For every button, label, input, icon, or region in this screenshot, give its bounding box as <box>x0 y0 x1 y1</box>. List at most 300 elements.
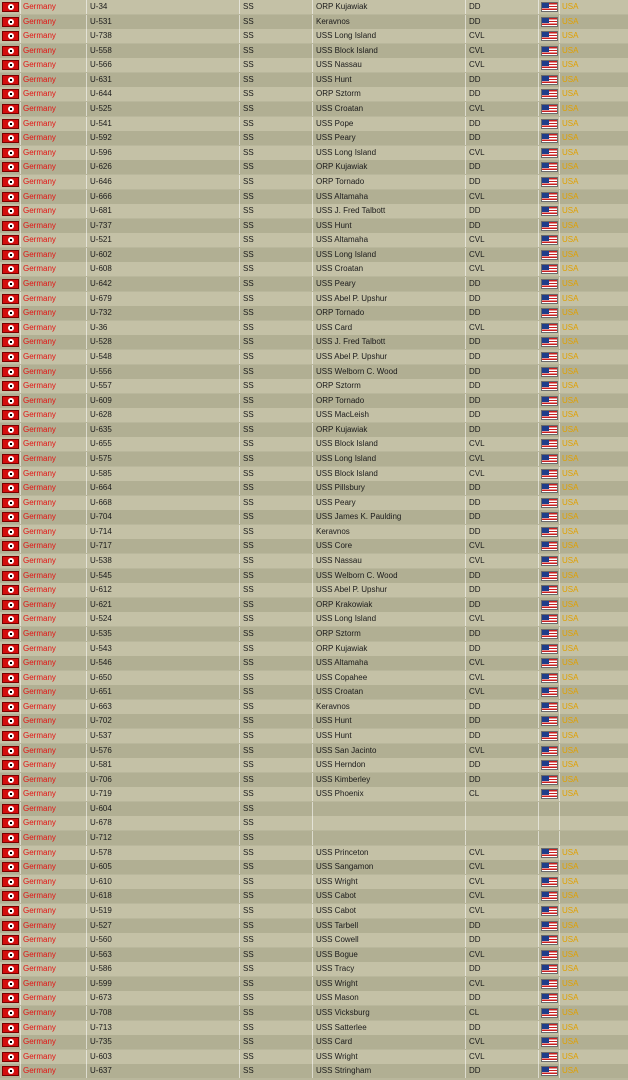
table-row[interactable] <box>0 1064 628 1078</box>
attacker-unit-type: SS <box>240 962 313 976</box>
attacker-nation: Germany <box>21 1035 87 1049</box>
table-row[interactable] <box>0 904 628 918</box>
attacker-flag-cell <box>0 802 21 816</box>
attacker-unit-type: SS <box>240 583 313 597</box>
table-row[interactable] <box>0 44 628 58</box>
attacker-nation: Germany <box>21 525 87 539</box>
table-row[interactable] <box>0 919 628 933</box>
usa-flag-icon <box>541 935 558 945</box>
target-flag-cell <box>539 131 560 145</box>
table-row[interactable] <box>0 1021 628 1035</box>
table-row[interactable] <box>0 437 628 451</box>
usa-flag-icon <box>541 89 558 99</box>
table-row[interactable] <box>0 583 628 597</box>
germany-flag-icon <box>2 235 19 245</box>
attacker-unit-name: U-596 <box>87 146 240 160</box>
attacker-nation: Germany <box>21 831 87 845</box>
target-flag-cell <box>539 729 560 743</box>
table-row[interactable] <box>0 496 628 510</box>
table-row[interactable] <box>0 1006 628 1020</box>
table-row[interactable] <box>0 846 628 860</box>
table-row[interactable] <box>0 889 628 903</box>
usa-flag-icon <box>541 1008 558 1018</box>
target-ship-type: DD <box>466 350 539 364</box>
target-flag-cell <box>539 423 560 437</box>
usa-flag-icon <box>541 891 558 901</box>
table-row[interactable] <box>0 262 628 276</box>
usa-flag-icon <box>541 119 558 129</box>
attacker-flag-cell <box>0 321 21 335</box>
germany-flag-icon <box>2 294 19 304</box>
table-row[interactable] <box>0 700 628 714</box>
target-flag-cell <box>539 190 560 204</box>
attacker-flag-cell <box>0 73 21 87</box>
target-ship-name: USS Cabot <box>313 889 466 903</box>
table-row[interactable] <box>0 146 628 160</box>
usa-flag-icon <box>541 162 558 172</box>
attacker-unit-type: SS <box>240 991 313 1005</box>
table-row[interactable] <box>0 408 628 422</box>
target-ship-name: USS Peary <box>313 277 466 291</box>
attacker-flag-cell <box>0 758 21 772</box>
table-row[interactable] <box>0 510 628 524</box>
table-row[interactable] <box>0 160 628 174</box>
target-ship-name: USS Hunt <box>313 714 466 728</box>
target-ship-type: DD <box>466 525 539 539</box>
germany-flag-icon <box>2 221 19 231</box>
target-ship-name: USS Princeton <box>313 846 466 860</box>
germany-flag-icon <box>2 848 19 858</box>
target-ship-name: ORP Kujawiak <box>313 160 466 174</box>
attacker-flag-cell <box>0 437 21 451</box>
attacker-flag-cell <box>0 627 21 641</box>
target-ship-name: USS Long Island <box>313 248 466 262</box>
target-flag-cell <box>539 219 560 233</box>
attacker-unit-name: U-651 <box>87 685 240 699</box>
attacker-unit-type: SS <box>240 437 313 451</box>
table-row[interactable] <box>0 991 628 1005</box>
table-row[interactable] <box>0 962 628 976</box>
target-ship-type: DD <box>466 131 539 145</box>
target-nation: USA <box>562 512 579 522</box>
attacker-flag-cell <box>0 262 21 276</box>
attacker-flag-cell <box>0 1006 21 1020</box>
target-ship-name: ORP Tornado <box>313 394 466 408</box>
target-nation: USA <box>562 964 579 974</box>
germany-flag-icon <box>2 469 19 479</box>
germany-flag-icon <box>2 104 19 114</box>
table-row[interactable] <box>0 642 628 656</box>
target-flag-cell <box>539 146 560 160</box>
table-row[interactable] <box>0 773 628 787</box>
table-row[interactable] <box>0 15 628 29</box>
table-row[interactable] <box>0 87 628 101</box>
germany-flag-icon <box>2 1066 19 1076</box>
target-nation: USA <box>562 16 579 26</box>
table-row[interactable] <box>0 554 628 568</box>
target-nation: USA <box>562 993 579 1003</box>
attacker-unit-name: U-556 <box>87 365 240 379</box>
attacker-unit-type: SS <box>240 948 313 962</box>
target-flag-cell <box>539 292 560 306</box>
target-ship-name: USS Abel P. Upshur <box>313 583 466 597</box>
attacker-unit-name: U-704 <box>87 510 240 524</box>
attacker-unit-name: U-664 <box>87 481 240 495</box>
target-ship-type: CVL <box>466 29 539 43</box>
target-ship-type: CVL <box>466 44 539 58</box>
usa-flag-icon <box>541 848 558 858</box>
attacker-unit-type: SS <box>240 292 313 306</box>
table-row[interactable] <box>0 306 628 320</box>
target-ship-name: USS Hunt <box>313 729 466 743</box>
table-row[interactable] <box>0 102 628 116</box>
attacker-unit-type: SS <box>240 831 313 845</box>
germany-flag-icon <box>2 381 19 391</box>
attacker-unit-name: U-655 <box>87 437 240 451</box>
usa-flag-icon <box>541 206 558 216</box>
table-row[interactable] <box>0 1035 628 1049</box>
target-nation: USA <box>562 745 579 755</box>
table-row[interactable] <box>0 539 628 553</box>
target-ship-name: USS Peary <box>313 496 466 510</box>
table-row[interactable] <box>0 321 628 335</box>
table-row[interactable] <box>0 656 628 670</box>
target-nation: USA <box>562 74 579 84</box>
germany-flag-icon <box>2 921 19 931</box>
target-ship-type: DD <box>466 335 539 349</box>
attacker-unit-name: U-602 <box>87 248 240 262</box>
attacker-nation: Germany <box>21 496 87 510</box>
target-flag-cell <box>539 496 560 510</box>
table-row[interactable] <box>0 1050 628 1064</box>
target-nation <box>560 831 628 845</box>
attacker-nation: Germany <box>21 0 87 14</box>
attacker-unit-name: U-618 <box>87 889 240 903</box>
attacker-unit-type: SS <box>240 671 313 685</box>
usa-flag-icon <box>541 862 558 872</box>
table-row[interactable] <box>0 73 628 87</box>
germany-flag-icon <box>2 877 19 887</box>
usa-flag-icon <box>541 279 558 289</box>
table-row[interactable] <box>0 481 628 495</box>
usa-flag-icon <box>541 439 558 449</box>
usa-flag-icon <box>541 760 558 770</box>
target-ship-name: USS Card <box>313 321 466 335</box>
target-flag-cell <box>539 29 560 43</box>
attacker-flag-cell <box>0 44 21 58</box>
target-nation: USA <box>562 1051 579 1061</box>
target-nation: USA <box>562 264 579 274</box>
target-flag-cell <box>539 1006 560 1020</box>
target-flag-cell <box>539 685 560 699</box>
attacker-unit-name: U-566 <box>87 58 240 72</box>
attacker-unit-type: SS <box>240 262 313 276</box>
usa-flag-icon <box>541 192 558 202</box>
attacker-nation: Germany <box>21 1006 87 1020</box>
germany-flag-icon <box>2 119 19 129</box>
germany-flag-icon <box>2 60 19 70</box>
attacker-flag-cell <box>0 948 21 962</box>
attacker-unit-name: U-650 <box>87 671 240 685</box>
table-row[interactable] <box>0 525 628 539</box>
attacker-unit-type: SS <box>240 15 313 29</box>
germany-flag-icon <box>2 891 19 901</box>
attacker-unit-name: U-521 <box>87 233 240 247</box>
table-row[interactable] <box>0 248 628 262</box>
target-flag-cell <box>539 335 560 349</box>
usa-flag-icon <box>541 104 558 114</box>
germany-flag-icon <box>2 585 19 595</box>
target-ship-type: CL <box>466 787 539 801</box>
target-flag-cell <box>539 554 560 568</box>
usa-flag-icon <box>541 556 558 566</box>
attacker-nation: Germany <box>21 117 87 131</box>
target-ship-name: USS Altamaha <box>313 233 466 247</box>
target-ship-type: DD <box>466 277 539 291</box>
attacker-flag-cell <box>0 831 21 845</box>
table-row[interactable] <box>0 365 628 379</box>
attacker-unit-type: SS <box>240 481 313 495</box>
table-row[interactable] <box>0 379 628 393</box>
attacker-nation: Germany <box>21 437 87 451</box>
attacker-unit-type: SS <box>240 554 313 568</box>
germany-flag-icon <box>2 571 19 581</box>
table-row[interactable] <box>0 292 628 306</box>
usa-flag-icon <box>541 60 558 70</box>
target-ship-type: DD <box>466 379 539 393</box>
target-flag-cell <box>539 539 560 553</box>
target-ship-name: USS Stringham <box>313 1064 466 1078</box>
attacker-nation: Germany <box>21 248 87 262</box>
attacker-unit-name: U-592 <box>87 131 240 145</box>
attacker-flag-cell <box>0 87 21 101</box>
attacker-nation: Germany <box>21 15 87 29</box>
attacker-unit-name: U-603 <box>87 1050 240 1064</box>
target-ship-type: DD <box>466 714 539 728</box>
table-row[interactable] <box>0 875 628 889</box>
attacker-unit-name: U-717 <box>87 539 240 553</box>
table-row[interactable] <box>0 860 628 874</box>
target-ship-name: USS Croatan <box>313 685 466 699</box>
attacker-unit-type: SS <box>240 977 313 991</box>
target-ship-name: USS Wright <box>313 977 466 991</box>
target-flag-cell <box>539 350 560 364</box>
target-nation: USA <box>562 439 579 449</box>
usa-flag-icon <box>541 571 558 581</box>
attacker-nation: Germany <box>21 1021 87 1035</box>
target-flag-cell <box>539 233 560 247</box>
table-row[interactable] <box>0 816 628 830</box>
attacker-nation: Germany <box>21 671 87 685</box>
attacker-nation: Germany <box>21 539 87 553</box>
table-row[interactable] <box>0 831 628 845</box>
attacker-unit-name: U-576 <box>87 744 240 758</box>
table-row[interactable] <box>0 117 628 131</box>
target-nation: USA <box>562 45 579 55</box>
table-row[interactable] <box>0 423 628 437</box>
target-nation: USA <box>562 643 579 653</box>
attacker-unit-type: SS <box>240 321 313 335</box>
attacker-unit-name: U-524 <box>87 612 240 626</box>
attacker-nation: Germany <box>21 802 87 816</box>
target-ship-name: USS Block Island <box>313 467 466 481</box>
target-ship-type: DD <box>466 117 539 131</box>
target-ship-name: Keravnos <box>313 700 466 714</box>
attacker-unit-name: U-537 <box>87 729 240 743</box>
attacker-unit-name: U-713 <box>87 1021 240 1035</box>
attacker-unit-type: SS <box>240 627 313 641</box>
germany-flag-icon <box>2 644 19 654</box>
attacker-nation: Germany <box>21 758 87 772</box>
table-row[interactable] <box>0 0 628 14</box>
target-ship-type <box>466 802 539 816</box>
target-flag-cell <box>539 306 560 320</box>
target-flag-cell <box>539 1064 560 1078</box>
target-flag-cell <box>539 758 560 772</box>
germany-flag-icon <box>2 1052 19 1062</box>
target-ship-type: DD <box>466 292 539 306</box>
table-row[interactable] <box>0 204 628 218</box>
target-nation: USA <box>562 978 579 988</box>
attacker-unit-type: SS <box>240 306 313 320</box>
table-row[interactable] <box>0 729 628 743</box>
attacker-unit-name: U-557 <box>87 379 240 393</box>
attacker-nation: Germany <box>21 948 87 962</box>
attacker-unit-type: SS <box>240 1035 313 1049</box>
target-flag-cell <box>539 919 560 933</box>
target-nation: USA <box>562 891 579 901</box>
table-row[interactable] <box>0 277 628 291</box>
table-row[interactable] <box>0 685 628 699</box>
attacker-flag-cell <box>0 58 21 72</box>
table-row[interactable] <box>0 219 628 233</box>
attacker-nation: Germany <box>21 729 87 743</box>
attacker-flag-cell <box>0 569 21 583</box>
germany-flag-icon <box>2 250 19 260</box>
germany-flag-icon <box>2 439 19 449</box>
target-ship-type: DD <box>466 1064 539 1078</box>
attacker-unit-name: U-581 <box>87 758 240 772</box>
attacker-unit-type: SS <box>240 29 313 43</box>
attacker-unit-name: U-575 <box>87 452 240 466</box>
table-row[interactable] <box>0 58 628 72</box>
attacker-unit-name: U-679 <box>87 292 240 306</box>
attacker-flag-cell <box>0 787 21 801</box>
attacker-unit-type: SS <box>240 160 313 174</box>
target-ship-name: ORP Sztorm <box>313 379 466 393</box>
attacker-unit-type: SS <box>240 510 313 524</box>
table-row[interactable] <box>0 714 628 728</box>
attacker-flag-cell <box>0 117 21 131</box>
attacker-nation: Germany <box>21 335 87 349</box>
usa-flag-icon <box>541 381 558 391</box>
target-flag-cell <box>539 860 560 874</box>
target-nation: USA <box>562 60 579 70</box>
table-row[interactable] <box>0 787 628 801</box>
attacker-unit-type: SS <box>240 146 313 160</box>
usa-flag-icon <box>541 308 558 318</box>
table-row[interactable] <box>0 467 628 481</box>
target-nation: USA <box>562 497 579 507</box>
table-row[interactable] <box>0 598 628 612</box>
table-row[interactable] <box>0 744 628 758</box>
table-row[interactable] <box>0 977 628 991</box>
germany-flag-icon <box>2 410 19 420</box>
germany-flag-icon <box>2 396 19 406</box>
attacker-unit-name: U-668 <box>87 496 240 510</box>
table-row[interactable] <box>0 29 628 43</box>
usa-flag-icon <box>541 46 558 56</box>
target-ship-type: CVL <box>466 146 539 160</box>
germany-flag-icon <box>2 789 19 799</box>
target-nation: USA <box>562 176 579 186</box>
attacker-unit-name: U-719 <box>87 787 240 801</box>
attacker-nation: Germany <box>21 102 87 116</box>
table-row[interactable] <box>0 190 628 204</box>
target-ship-type: DD <box>466 394 539 408</box>
attacker-unit-name: U-631 <box>87 73 240 87</box>
attacker-flag-cell <box>0 1050 21 1064</box>
table-row[interactable] <box>0 394 628 408</box>
target-flag-cell <box>539 408 560 422</box>
table-row[interactable] <box>0 131 628 145</box>
table-row[interactable] <box>0 933 628 947</box>
table-row[interactable] <box>0 452 628 466</box>
germany-flag-icon <box>2 31 19 41</box>
target-flag-cell <box>539 744 560 758</box>
target-nation: USA <box>562 279 579 289</box>
attacker-unit-name: U-708 <box>87 1006 240 1020</box>
target-flag-cell <box>539 87 560 101</box>
target-flag-cell <box>539 773 560 787</box>
attacker-nation: Germany <box>21 846 87 860</box>
attacker-unit-name: U-732 <box>87 306 240 320</box>
germany-flag-icon <box>2 1023 19 1033</box>
attacker-unit-name: U-678 <box>87 816 240 830</box>
table-row[interactable] <box>0 758 628 772</box>
target-ship-name: USS Long Island <box>313 612 466 626</box>
table-row[interactable] <box>0 627 628 641</box>
table-row[interactable] <box>0 569 628 583</box>
attacker-unit-type: SS <box>240 233 313 247</box>
germany-flag-icon <box>2 454 19 464</box>
germany-flag-icon <box>2 1037 19 1047</box>
target-nation: USA <box>562 118 579 128</box>
target-nation: USA <box>562 147 579 157</box>
table-row[interactable] <box>0 350 628 364</box>
attacker-nation: Germany <box>21 583 87 597</box>
target-ship-name: USS Altamaha <box>313 656 466 670</box>
target-ship-name: ORP Kujawiak <box>313 642 466 656</box>
table-row[interactable] <box>0 948 628 962</box>
target-nation: USA <box>562 614 579 624</box>
attacker-unit-name: U-702 <box>87 714 240 728</box>
table-row[interactable] <box>0 612 628 626</box>
attacker-nation: Germany <box>21 656 87 670</box>
table-row[interactable] <box>0 671 628 685</box>
attacker-flag-cell <box>0 306 21 320</box>
table-row[interactable] <box>0 335 628 349</box>
attacker-unit-name: U-610 <box>87 875 240 889</box>
usa-flag-icon <box>541 1037 558 1047</box>
attacker-unit-name: U-637 <box>87 1064 240 1078</box>
attacker-nation: Germany <box>21 991 87 1005</box>
target-ship-type: DD <box>466 481 539 495</box>
attacker-nation: Germany <box>21 29 87 43</box>
table-row[interactable] <box>0 802 628 816</box>
table-row[interactable] <box>0 175 628 189</box>
table-row[interactable] <box>0 233 628 247</box>
